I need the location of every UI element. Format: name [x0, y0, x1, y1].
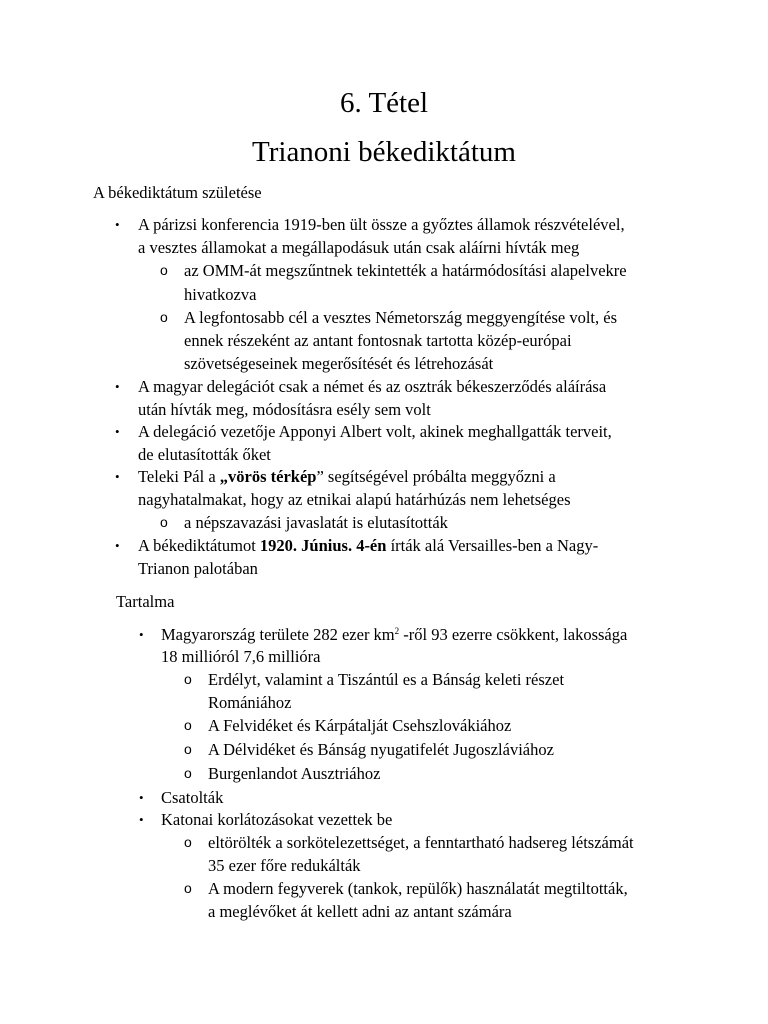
section-heading: A békediktátum születése — [93, 183, 262, 202]
section-heading: Tartalma — [116, 592, 175, 611]
list-item-line: Katonai korlátozásokat vezettek be — [161, 810, 393, 829]
list-item-line — [161, 623, 627, 647]
text-run: A békediktátumot — [138, 536, 260, 555]
sub-item-line: A modern fegyverek (tankok, repülők) használatát megtiltották, — [208, 879, 628, 898]
list-item-line — [138, 465, 556, 489]
sub-item-line: hivatkozva — [184, 285, 257, 304]
document-title: 6. Tétel — [339, 87, 429, 119]
sub-bullet-marker: o — [160, 309, 168, 325]
document-subtitle: Trianoni békediktátum — [252, 136, 516, 168]
sub-item-line: A Délvidéket és Bánság nyugatifelét Jugoszláviához — [208, 740, 554, 759]
list-item-line: a vesztes államokat a megállapodásuk után csak aláírni hívták meg — [138, 238, 580, 257]
sub-item-line: a meglévőket át kellett adni az antant számára — [208, 902, 512, 921]
list-item-line: de elutasították őket — [138, 445, 271, 464]
sub-bullet-marker: o — [184, 717, 192, 733]
bullet-marker: • — [115, 217, 120, 232]
bullet-marker: • — [115, 379, 120, 394]
text-run: Magyarország területe 282 ezer km — [161, 625, 395, 644]
sub-item-line: Romániához — [208, 693, 292, 712]
bullet-marker: • — [115, 469, 120, 484]
text-run: ” segítségével próbálta meggyőzni a — [316, 467, 556, 486]
sub-bullet-marker: o — [184, 880, 192, 896]
list-item-line: Csatolták — [161, 788, 224, 807]
text-run: írták alá Versailles-ben a Nagy- — [386, 536, 599, 555]
text-run: Teleki Pál a — [138, 467, 220, 486]
bold-term: „vörös térkép — [219, 467, 317, 486]
sub-item-line: A Felvidéket és Kárpátalját Csehszlovákiához — [208, 716, 512, 735]
bullet-marker: • — [115, 424, 120, 439]
bold-date: 1920. Június. 4-én — [259, 536, 387, 555]
sub-item-line: A legfontosabb cél a vesztes Németország meggyengítése volt, és — [184, 308, 617, 327]
list-item-line: A párizsi konferencia 1919-ben ült össze a győztes államok részvételével, — [138, 215, 625, 234]
sub-item-line: eltörölték a sorkötelezettséget, a fenntartható hadsereg létszámát — [208, 833, 634, 852]
bullet-marker: • — [139, 790, 144, 805]
sub-bullet-marker: o — [160, 514, 168, 530]
list-item-line: nagyhatalmakat, hogy az etnikai alapú határhúzás nem lehetséges — [138, 490, 571, 509]
list-item-line: A magyar delegációt csak a német és az osztrák békeszerződés aláírása — [138, 377, 607, 396]
sub-bullet-marker: o — [184, 741, 192, 757]
list-item-line: Trianon palotában — [138, 559, 258, 578]
sub-bullet-marker: o — [184, 671, 192, 687]
text-run: -ről 93 ezerre csökkent, lakossága — [399, 625, 628, 644]
bullet-marker: • — [115, 538, 120, 553]
list-item-line: A delegáció vezetője Apponyi Albert volt, akinek meghallgatták terveit, — [138, 422, 612, 441]
sub-item-line: Burgenlandot Ausztriához — [208, 764, 381, 783]
sub-item-line: az OMM-át megszűntnek tekintették a határmódosítási alapelvekre — [184, 261, 627, 280]
sub-bullet-marker: o — [184, 834, 192, 850]
sub-bullet-marker: o — [160, 262, 168, 278]
list-item-line: 18 millióról 7,6 millióra — [161, 647, 321, 666]
sub-item-line: 35 ezer főre redukálták — [208, 856, 361, 875]
sub-bullet-marker: o — [184, 765, 192, 781]
sub-item-line: ennek részeként az antant fontosnak tartotta közép-európai — [184, 331, 572, 350]
sub-item-line: a népszavazási javaslatát is elutasították — [184, 513, 448, 532]
sub-item-line: Erdélyt, valamint a Tiszántúl es a Bánság keleti részet — [208, 670, 565, 689]
list-item-line: után hívták meg, módosításra esély sem volt — [138, 400, 431, 419]
bullet-marker: • — [139, 627, 144, 642]
sub-item-line: szövetségeseinek megerősítését és létrehozását — [184, 354, 494, 373]
list-item-line — [138, 534, 598, 558]
superscript: 2 — [394, 626, 400, 636]
bullet-marker: • — [139, 812, 144, 827]
